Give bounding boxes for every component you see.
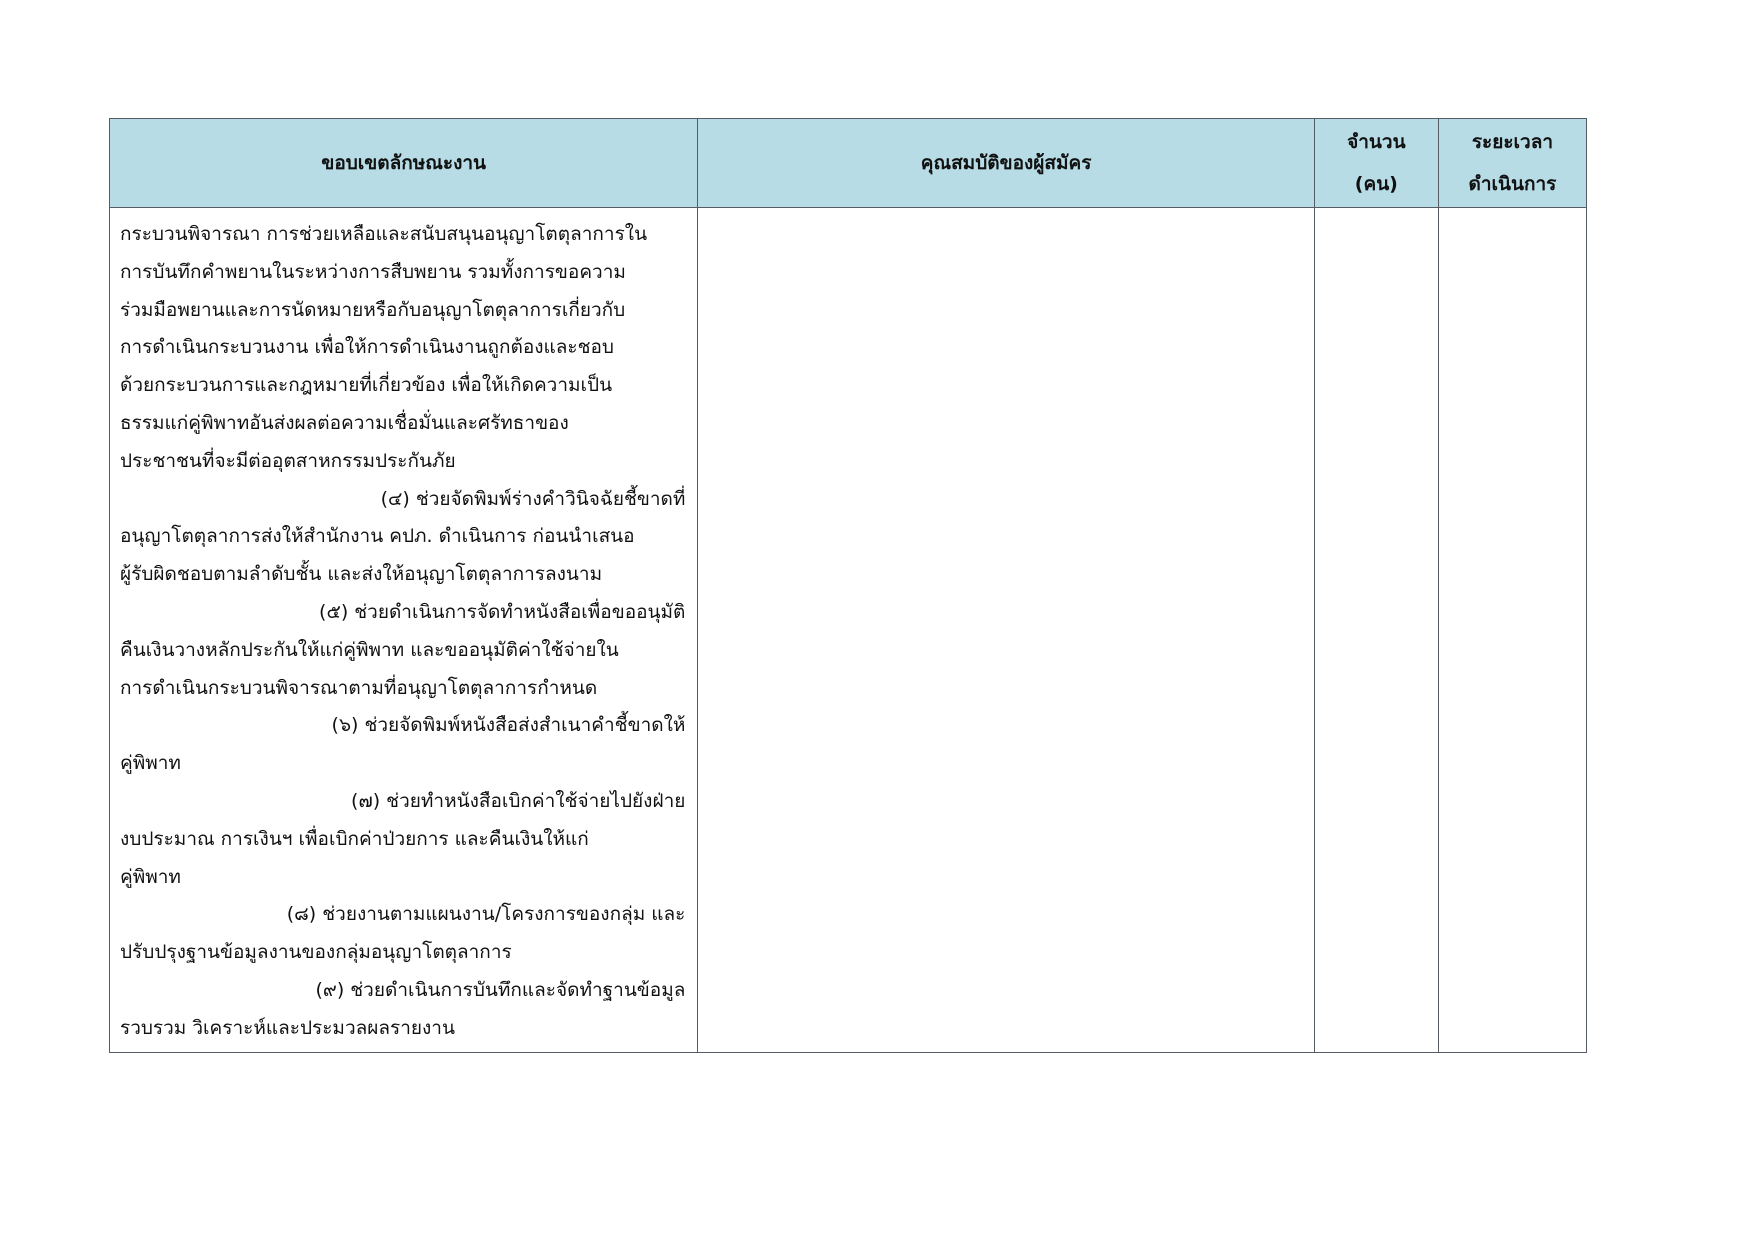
job-scope-table <box>109 118 1587 1053</box>
scope-line: ธรรมแก่คู่พิพาทอันส่งผลต่อความเชื่อมั่นและศรัทธาของ <box>120 411 569 434</box>
scope-line: ปรับปรุงฐานข้อมูลงานของกลุ่มอนุญาโตตุลาการ <box>120 941 512 964</box>
header-count-unit: (คน) <box>1354 173 1398 195</box>
scope-line: กระบวนพิจารณา การช่วยเหลือและสนับสนุนอนุญาโตตุลาการใน <box>120 223 648 245</box>
scope-line: อนุญาโตตุลาการส่งให้สำนักงาน คปภ. ดำเนินการ ก่อนนำเสนอ <box>120 525 635 548</box>
scope-item-8: (๘) ช่วยงานตามแผนงาน/โครงการของกลุ่ม และ <box>286 903 686 926</box>
scope-line: ร่วมมือพยานและการนัดหมายหรือกับอนุญาโตตุลาการเกี่ยวกับ <box>120 298 626 321</box>
period-cell <box>1438 208 1586 1053</box>
header-scope: ขอบเขตลักษณะงาน <box>110 119 698 208</box>
scope-line: คู่พิพาท <box>120 752 181 775</box>
scope-cell <box>110 208 698 1053</box>
scope-item-6: (๖) ช่วยจัดพิมพ์หนังสือส่งสำเนาคำชี้ขาดให้ <box>331 714 686 737</box>
table-row <box>110 208 1587 1053</box>
qualifications-cell <box>698 208 1314 1053</box>
scope-line: รวบรวม วิเคราะห์และประมวลผลรายงาน <box>120 1016 455 1039</box>
header-count <box>1314 119 1438 208</box>
scope-line: ด้วยกระบวนการและกฎหมายที่เกี่ยวข้อง เพื่อให้เกิดความเป็น <box>120 374 613 397</box>
scope-line: คืนเงินวางหลักประกันให้แก่คู่พิพาท และขออนุมัติค่าใช้จ่ายใน <box>120 638 619 661</box>
scope-line: การดำเนินกระบวนงาน เพื่อให้การดำเนินงานถูกต้องและชอบ <box>120 336 614 359</box>
count-cell <box>1314 208 1438 1053</box>
header-period <box>1438 119 1586 208</box>
scope-item-7: (๗) ช่วยทำหนังสือเบิกค่าใช้จ่ายไปยังฝ่าย <box>351 789 686 812</box>
header-row <box>110 119 1587 208</box>
scope-item-9: (๙) ช่วยดำเนินการบันทึกและจัดทำฐานข้อมูล <box>315 978 686 1001</box>
header-count-label: จำนวน <box>1347 131 1406 153</box>
scope-line: ประชาชนที่จะมีต่ออุตสาหกรรมประกันภัย <box>120 449 456 472</box>
scope-line: คู่พิพาท <box>120 865 181 888</box>
header-qualifications: คุณสมบัติของผู้สมัคร <box>698 119 1314 208</box>
scope-line: การดำเนินกระบวนพิจารณาตามที่อนุญาโตตุลาการกำหนด <box>120 676 598 699</box>
header-period-label: ระยะเวลา <box>1471 131 1554 153</box>
scope-line: การบันทึกคำพยานในระหว่างการสืบพยาน รวมทั้งการขอความ <box>120 260 626 283</box>
table-header <box>110 119 1587 208</box>
header-period-label-2: ดำเนินการ <box>1468 173 1557 195</box>
scope-line: ผู้รับผิดชอบตามลำดับชั้น และส่งให้อนุญาโตตุลาการลงนาม <box>120 563 603 586</box>
scope-line: งบประมาณ การเงินฯ เพื่อเบิกค่าป่วยการ และคืนเงินให้แก่ <box>120 827 589 850</box>
scope-item-4: (๔) ช่วยจัดพิมพ์ร่างคำวินิจฉัยชี้ขาดที่ <box>380 487 686 510</box>
scope-item-5: (๕) ช่วยดำเนินการจัดทำหนังสือเพื่อขออนุมัติ <box>319 600 686 623</box>
